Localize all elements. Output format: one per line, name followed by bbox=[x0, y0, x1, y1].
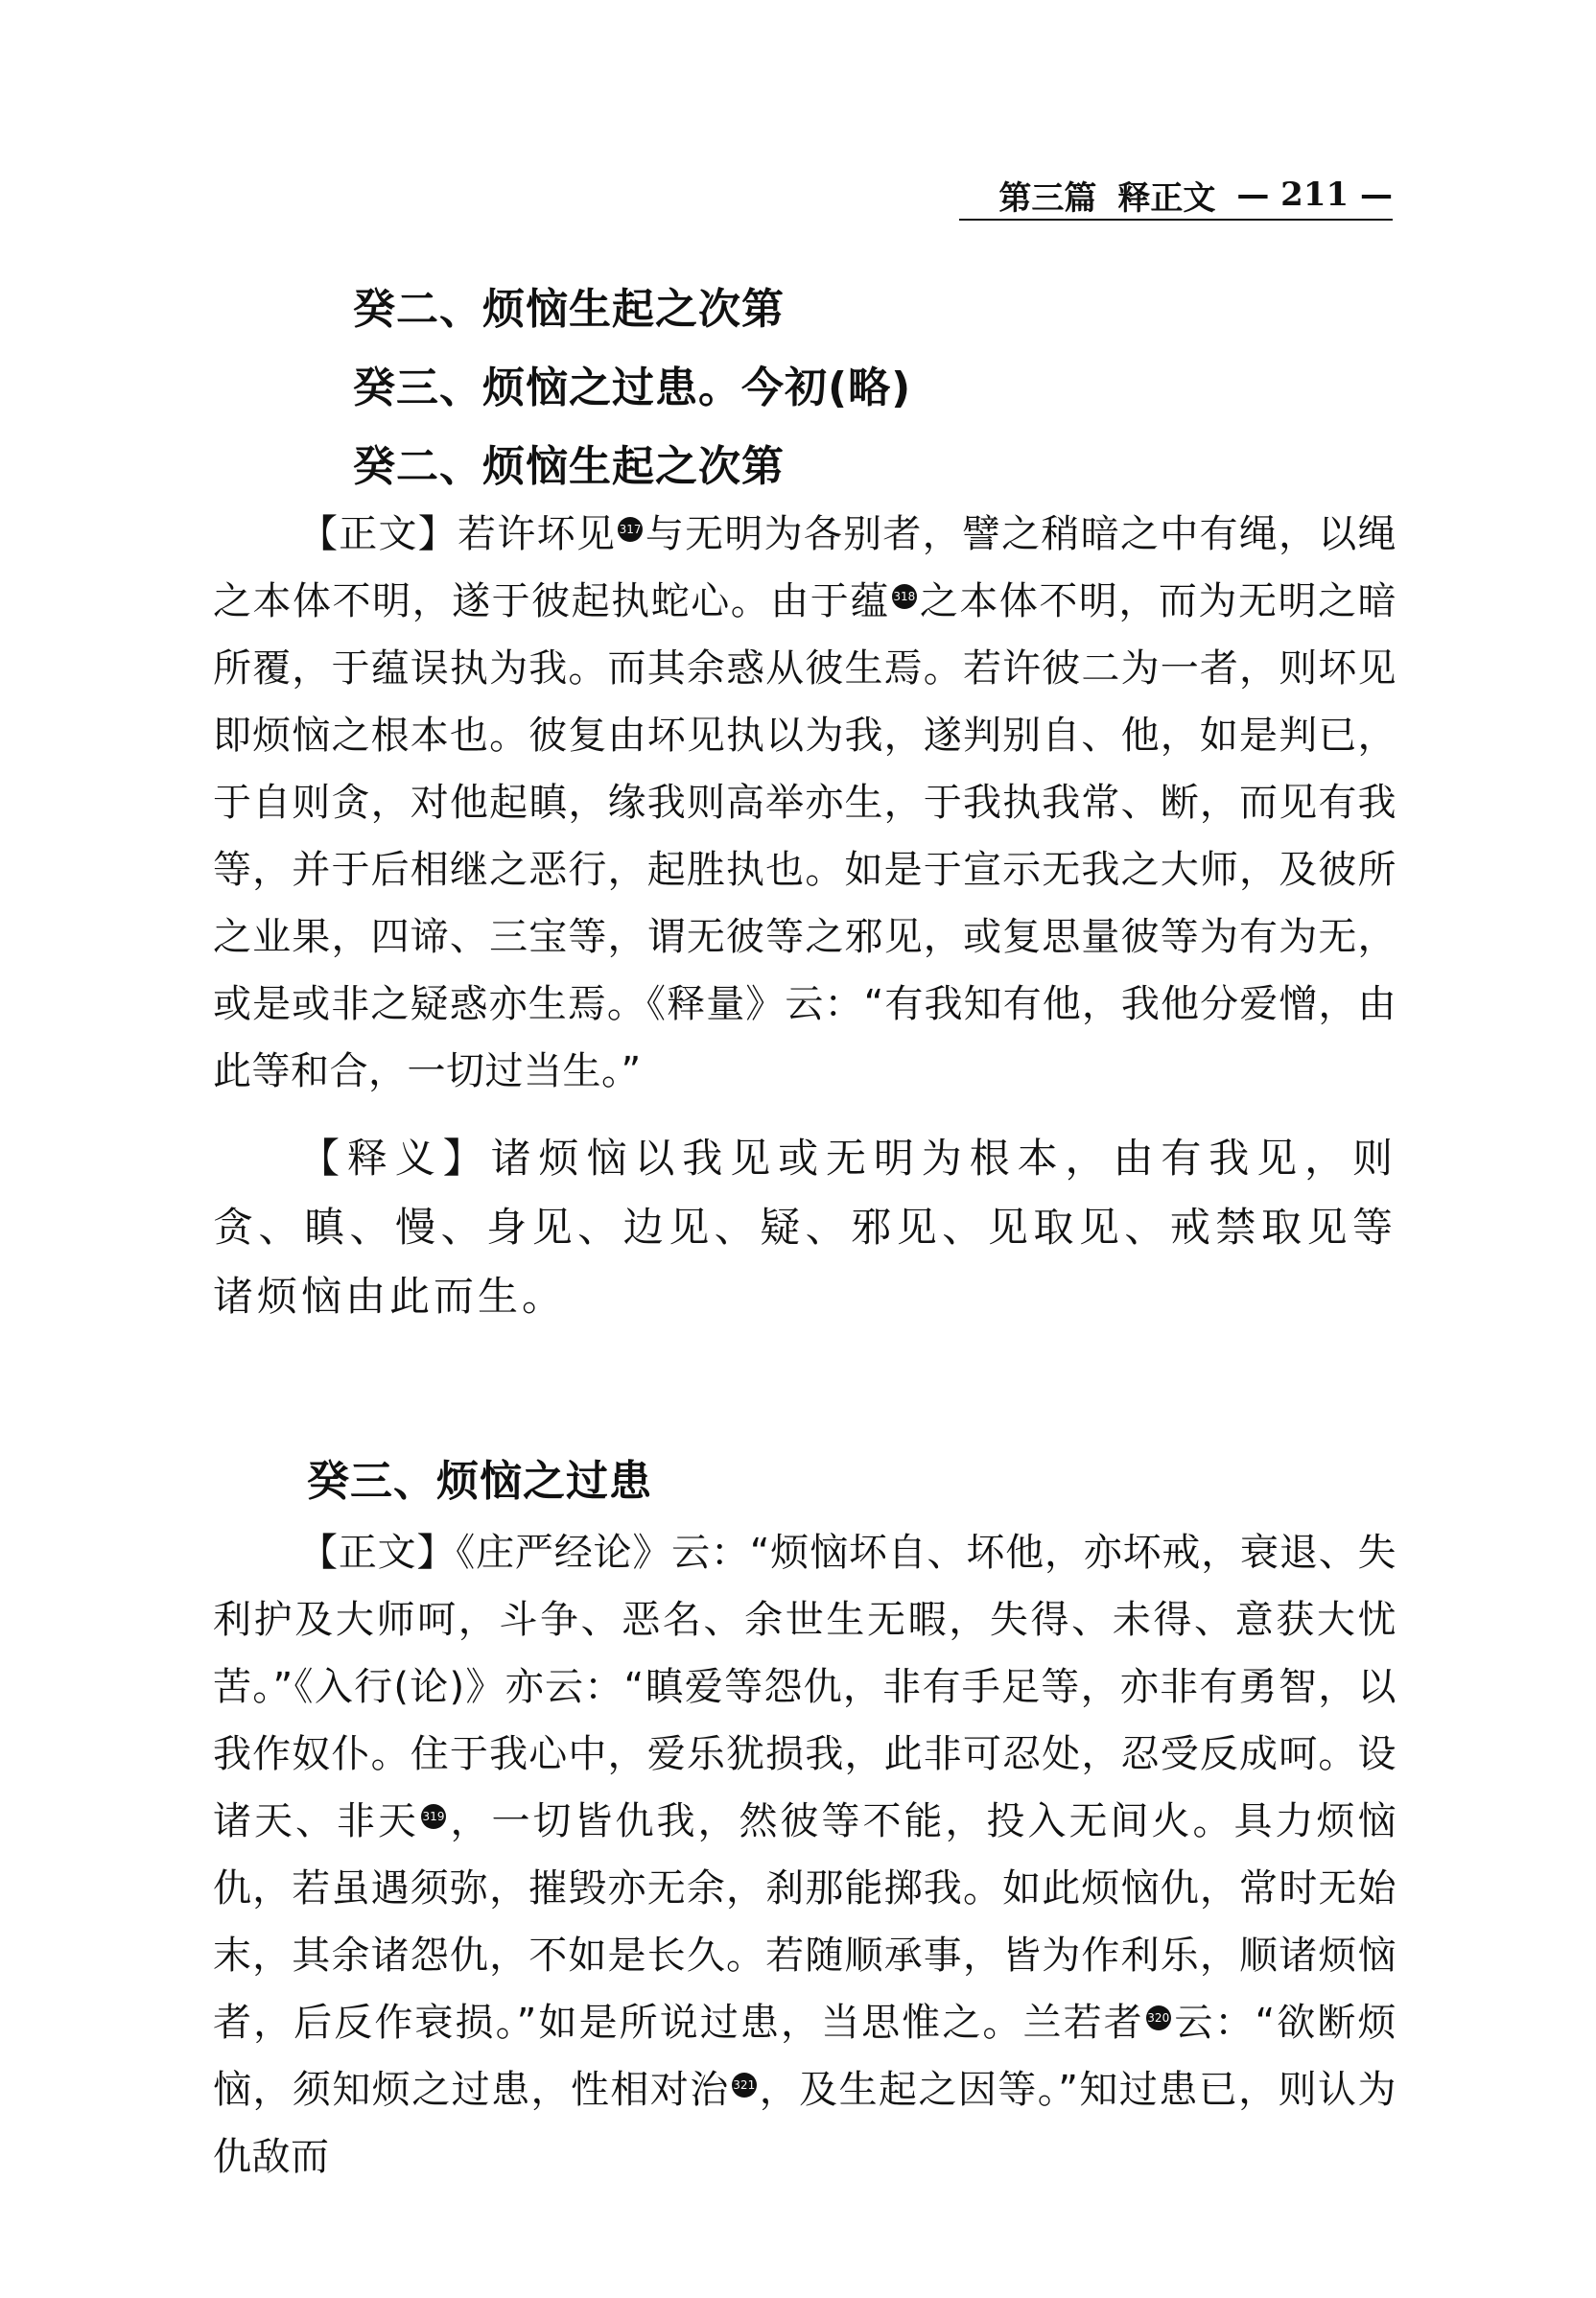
footnote-marker: 320 bbox=[1146, 2005, 1171, 2030]
footnote-marker: 318 bbox=[892, 584, 917, 609]
header-part: 第三篇 bbox=[998, 178, 1097, 218]
header-chapter: 释正文 bbox=[1117, 178, 1216, 218]
running-header bbox=[959, 171, 1393, 219]
header-page-number: — 211 — bbox=[1236, 176, 1393, 214]
zhengwen-paragraph-2 bbox=[213, 1519, 1396, 2191]
text-run: ，一切皆仇我，然彼等不能，投入无间火。具力烦恼仇，若虽遇须弥，摧毁亦无余，刹那能掷我。如此烦恼仇，常时无始末，其余诸怨仇，不如是长久。若随顺承事，皆为作利乐，顺诸烦恼者，后反作衰损。”如是所说过患，当思惟之。兰若者 bbox=[213, 1799, 1396, 2045]
text-run: 《庄严经论》云：“烦恼坏自、坏他，亦坏戒，衰退、失利护及大师呵，斗争、恶名、余世生无暇，失得、未得、意获大忧苦。”《入行(论)》亦云：“瞋爱等怨仇，非有手足等，亦非有勇智，以我作奴仆。住于我心中，爱乐犹损我，此非可忍处，忍受反成呵。设诸天、非天 bbox=[213, 1531, 1397, 1843]
heading-gui-san-outline: 癸三、烦恼之过患。今初(略) bbox=[353, 363, 912, 412]
heading-gui-er: 癸二、烦恼生起之次第 bbox=[353, 285, 785, 334]
footnote-marker: 321 bbox=[732, 2073, 757, 2098]
text-run: 之本体不明，而为无明之暗所覆，于蕴误执为我。而其余惑从彼生焉。若许彼二为一者，则坏见即烦恼之根本也。彼复由坏见执以为我，遂判别自、他，如是判已，于自则贪，对他起瞋，缘我则高举亦生，于我执我常、断，而见有我等，并于后相继之恶行，起胜执也。如是于宣示无我之大师，及彼所之业果，四谛、三宝等，谓无彼等之邪见，或复思量彼等为有为无，或是或非之疑惑亦生焉。《释量》云：“有我知有他，我他分爱憎，由此等和合，一切过当生。” bbox=[213, 579, 1397, 1093]
heading-gui-er-section: 癸二、烦恼生起之次第 bbox=[353, 442, 785, 491]
zhengwen-tag: 【正文】 bbox=[299, 512, 458, 556]
text-run: 与无明为各别者，譬之稍暗之中有绳，以绳之本体不明，遂于彼起执蛇心。由于蕴 bbox=[213, 512, 1397, 623]
footnote-marker: 317 bbox=[618, 517, 643, 542]
shiyi-tag: 【释义】 bbox=[299, 1135, 491, 1182]
zhengwen-paragraph-1 bbox=[213, 501, 1396, 1105]
zhengwen-tag: 【正文】 bbox=[299, 1531, 457, 1575]
shiyi-paragraph bbox=[213, 1124, 1396, 1331]
header-rule bbox=[959, 219, 1393, 221]
text-run: 若许坏见 bbox=[458, 512, 617, 556]
text-run: 云：“欲断烦恼，须知烦之过患，性相对治 bbox=[213, 2001, 1396, 2112]
text-run: 诸烦恼以我见或无明为根本，由有我见，则贪、瞋、慢、身见、边见、疑、邪见、见取见、戒禁取见等诸烦恼由此而生。 bbox=[213, 1135, 1396, 1320]
heading-gui-san-section: 癸三、烦恼之过患 bbox=[307, 1457, 652, 1506]
text-run: ，及生起之因等。”知过患已，则认为仇敌而 bbox=[213, 2068, 1396, 2179]
footnote-marker: 319 bbox=[421, 1804, 446, 1829]
